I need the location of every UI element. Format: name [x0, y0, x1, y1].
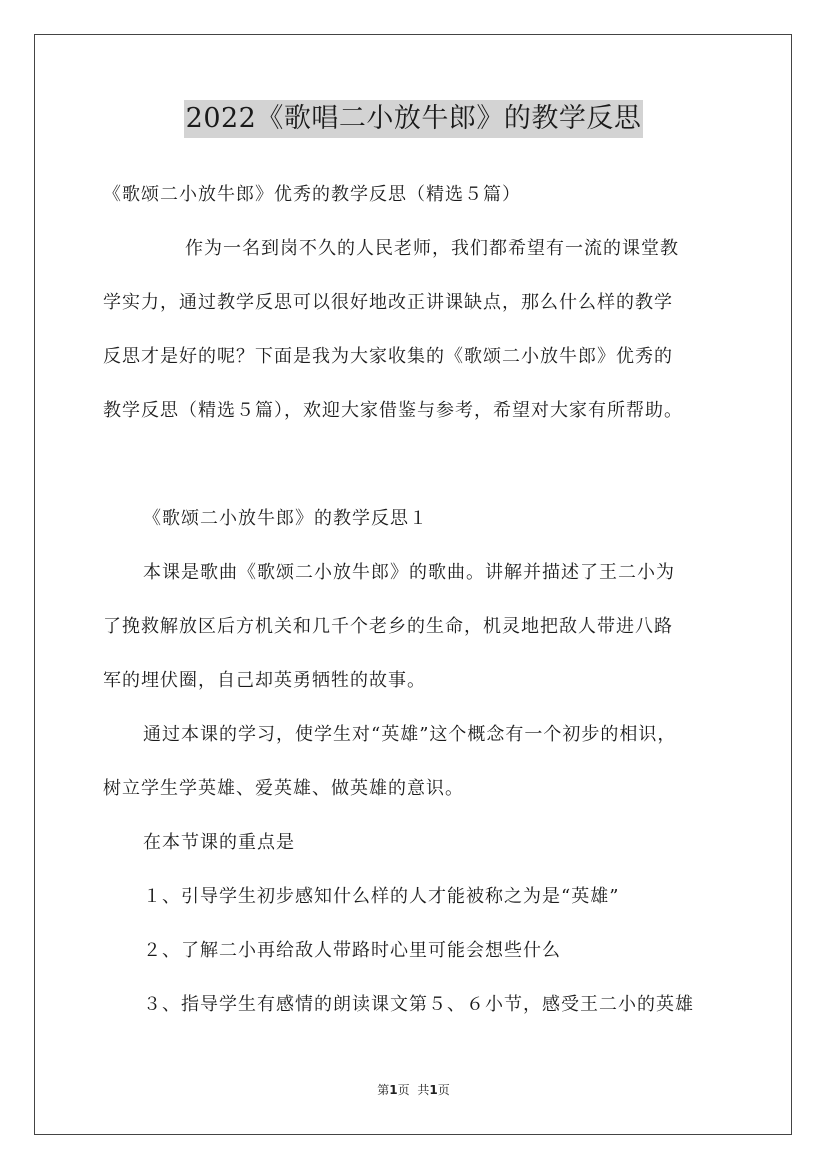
section-title: 《歌颂二小放牛郎》的教学反思１: [143, 508, 428, 529]
para1-line-1: 本课是歌曲《歌颂二小放牛郎》的歌曲。讲解并描述了王二小为: [143, 562, 675, 583]
para1-line-2: 了挽救解放区后方机关和几千个老乡的生命，机灵地把敌人带进八路: [103, 616, 673, 637]
focus-item-1: １、引导学生初步感知什么样的人才能被称之为是“英雄”: [143, 886, 620, 907]
intro-line-3: 反思才是好的呢？下面是我为大家收集的《歌颂二小放牛郎》优秀的: [103, 346, 673, 367]
page-footer: [0, 1082, 827, 1098]
focus-item-3: ３、指导学生有感情的朗读课文第５、６小节，感受王二小的英雄: [143, 994, 694, 1015]
focus-heading: 在本节课的重点是: [143, 832, 295, 853]
para2-line-1: 通过本课的学习，使学生对“英雄”这个概念有一个初步的相识，: [143, 724, 677, 745]
intro-line-2: 学实力，通过教学反思可以很好地改正讲课缺点，那么什么样的教学: [103, 292, 673, 313]
page-suffix: 页: [397, 1083, 410, 1097]
para2-line-2: 树立学生学英雄、爱英雄、做英雄的意识。: [103, 778, 464, 799]
total-prefix: 共: [417, 1083, 430, 1097]
document-title: 2022《歌唱二小放牛郎》的教学反思: [184, 100, 644, 138]
page-prefix: 第: [377, 1083, 390, 1097]
para1-line-3: 军的埋伏圈，自己却英勇牺牲的故事。: [103, 670, 426, 691]
intro-line-1: 作为一名到岗不久的人民老师，我们都希望有一流的课堂教: [185, 238, 679, 259]
focus-item-2: ２、了解二小再给敌人带路时心里可能会想些什么: [143, 940, 561, 961]
total-suffix: 页: [437, 1083, 450, 1097]
title-container: [0, 100, 827, 138]
intro-line-4: 教学反思（精选５篇），欢迎大家借鉴与参考，希望对大家有所帮助。: [103, 400, 683, 421]
total-pages: 1: [429, 1083, 438, 1097]
page-number: 1: [389, 1083, 398, 1097]
subtitle: 《歌颂二小放牛郎》优秀的教学反思（精选５篇）: [103, 184, 521, 205]
